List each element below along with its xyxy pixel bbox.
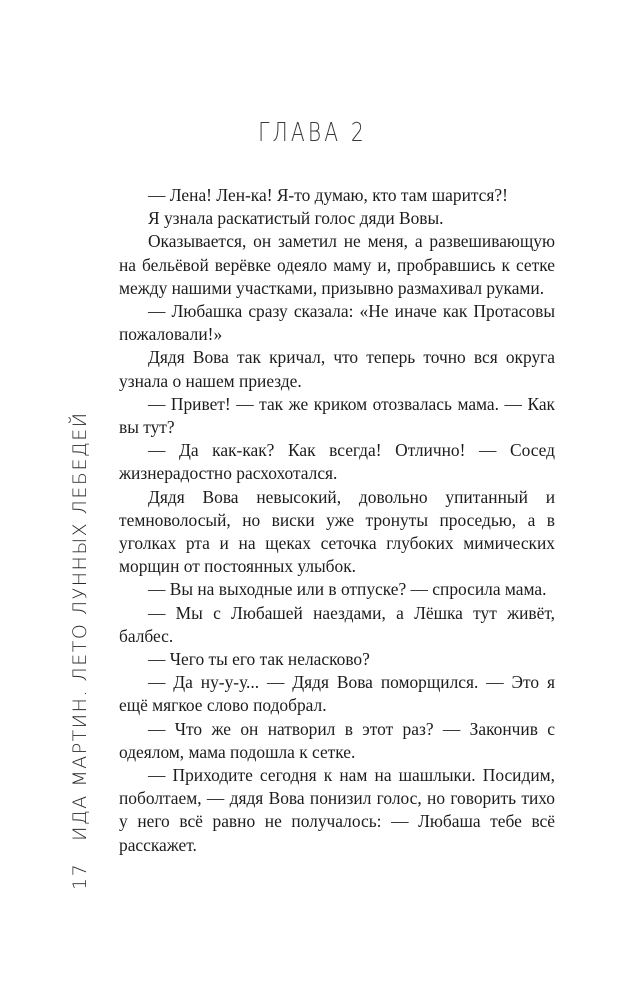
body-text [119,184,555,857]
paragraph: Дядя Вова так кричал, что теперь точно вся округа узнала о нашем приезде. [119,347,555,391]
paragraph: — Вы на выходные или в отпуске? — спросила мама. [148,579,547,600]
paragraph: — Да ну-у-у... — Дядя Вова поморщился. — Это я ещё мягкое слово подобрал. [119,672,555,716]
paragraph: — Да как-как? Как всегда! Отлично! — Сосед жизнерадостно расхохотался. [119,440,555,484]
paragraph: Оказывается, он заметил не меня, а развешивающую на бельёвой верёвке одеяло маму и, пробравшись к сетке между нашими участками, призывно размахивал руками. [119,231,555,298]
paragraph: — Привет! — так же криком отозвалась мама. — Как вы тут? [119,393,555,438]
chapter-title: ГЛАВА 2 [258,118,367,148]
paragraph: — Чего ты его так неласково? [148,649,370,670]
paragraph: Я узнала раскатистый голос дяди Вовы. [148,208,444,229]
paragraph: — Мы с Любашей наездами, а Лёшка тут живёт, балбес. [119,602,555,646]
paragraph: Дядя Вова невысокий, довольно упитанный и темноволосый, но виски уже тронуты проседью, а в уголках рта и на щеках сеточка глубоких мимических морщин от постоянных улыбок. [119,486,555,577]
paragraph: — Любашка сразу сказала: «Не иначе как Протасовы пожаловали!» [119,301,555,345]
running-header-title: ИДА МАРТИН. ЛЕТО ЛУННЫХ ЛЕБЕДЕЙ [69,411,91,841]
paragraph: — Лена! Лен-ка! Я-то думаю, кто там шарится?! [148,185,508,205]
page-number: 17 [69,862,91,890]
paragraph: — Что же он натворил в этот раз? — Закончив с одеялом, мама подошла к сетке. [119,718,555,762]
paragraph: — Приходите сегодня к нам на шашлыки. Посидим, поболтаем, — дядя Вова понизил голос, но говорить тихо у него всё равно не получалось: — Любаша тебе всё расскажет. [119,765,555,855]
running-header [69,411,91,890]
